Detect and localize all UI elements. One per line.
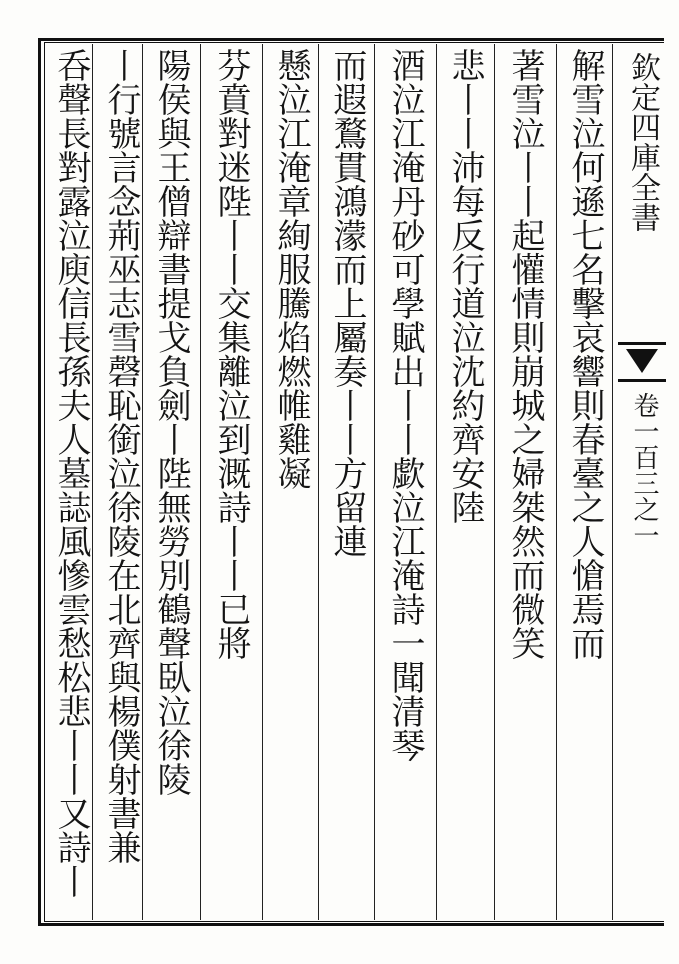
column-rule — [318, 44, 319, 920]
text-column-10: 呑聲長對露泣庾信長孫夫人墓誌風慘雲愁松悲丨丨又詩丨 — [51, 48, 91, 898]
column-rule — [612, 44, 613, 920]
text-column-4: 酒泣江淹丹砂可學賦出丨丨歔泣江淹詩一聞清琴 — [385, 48, 425, 762]
text-column-1: 解雪泣何遜七名擊哀響則春臺之人愴焉而 — [565, 48, 605, 660]
text-column-7: 芬賁對迷陛丨丨交集離泣到溉詩丨丨已將 — [211, 48, 251, 660]
column-rule — [374, 44, 375, 920]
text-column-6: 懸泣江淹章絢服騰焰燃帷雞凝 — [271, 48, 311, 490]
fish-tail-mark — [618, 342, 666, 382]
column-rule — [494, 44, 495, 920]
column-rule — [556, 44, 557, 920]
text-column-5: 而遐鶩貫鴻濛而上屬奏丨丨方留連 — [327, 48, 367, 558]
margin-strip — [614, 52, 670, 872]
column-rule — [200, 44, 201, 920]
volume-label: 卷一百三之一 — [629, 392, 659, 548]
column-rule — [436, 44, 437, 920]
text-column-2: 著雪泣丨丨起懽情則崩城之婦桀然而微笑 — [505, 48, 545, 660]
text-column-3: 悲丨丨沛每反行道泣沈約齊安陸 — [445, 48, 485, 524]
column-rule — [262, 44, 263, 920]
book-title: 欽定四庫全書 — [625, 52, 660, 232]
text-column-9: 丨行號言念荊巫志雪磬恥銜泣徐陵在北齊與楊僕射書兼 — [101, 48, 141, 864]
text-column-8: 陽侯與王僧辯書提戈負劍丨陛無勞別鶴聲臥泣徐陵 — [151, 48, 191, 796]
